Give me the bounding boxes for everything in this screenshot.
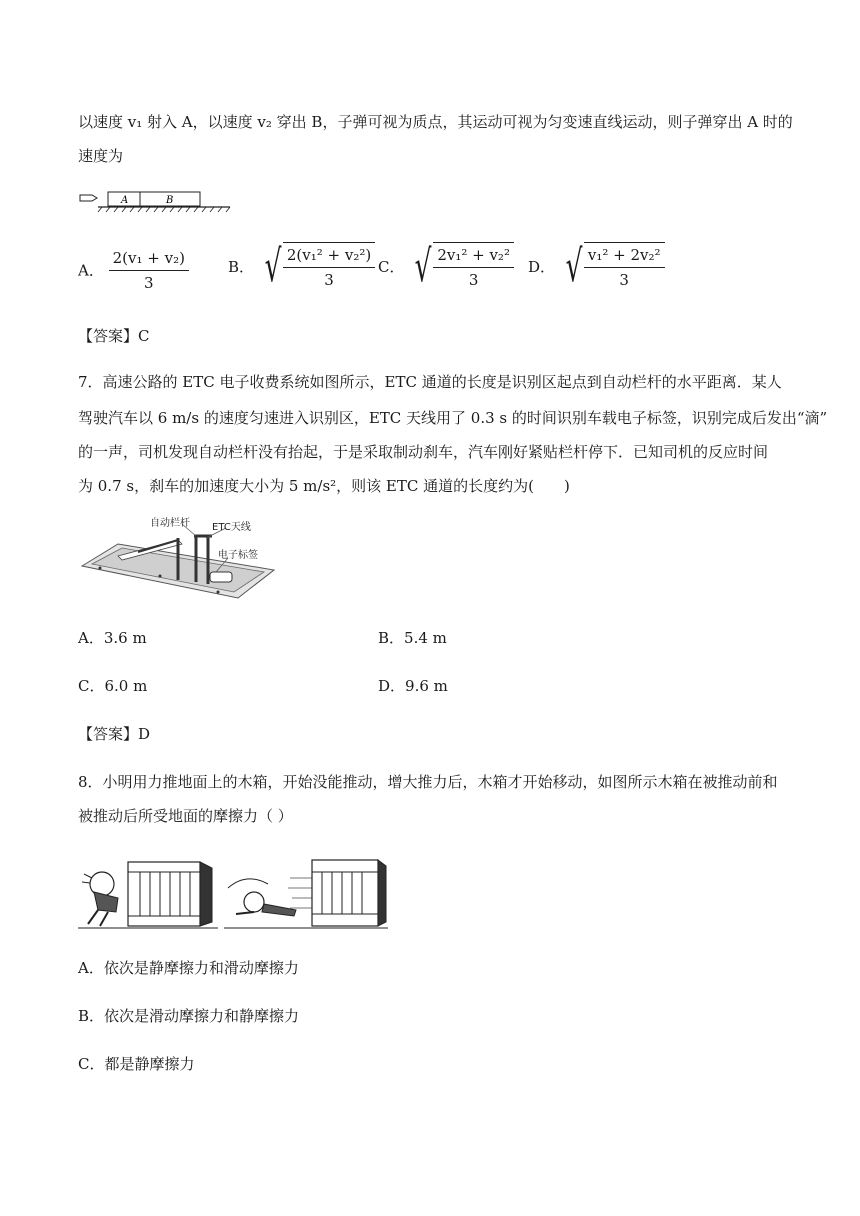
q8-option-b: B．依次是滑动摩擦力和静摩擦力	[78, 1007, 300, 1025]
q6-text-line1: 以速度 v₁ 射入 A，以速度 v₂ 穿出 B，子弹可视为质点，其运动可视为匀变速直线运动，则子弹穿出 A 时的	[78, 113, 793, 131]
q7-answer: 【答案】D	[78, 725, 151, 743]
bullet-blocks-figure	[78, 190, 238, 216]
q6-option-a-denominator: 3	[144, 274, 154, 292]
q8-text-line2: 被推动后所受地面的摩擦力（ ）	[78, 807, 293, 825]
q7-text-line1: 7．高速公路的 ETC 电子收费系统如图所示，ETC 通道的长度是识别区起点到自动栏杆的水平距离．某人	[78, 373, 782, 391]
fig-label-b: B	[166, 195, 174, 206]
q6-option-b-denominator: 3	[324, 271, 334, 289]
sqrt-symbol: √	[565, 241, 583, 292]
q6-option-b-numerator: 2(v₁² + v₂²)	[283, 245, 375, 268]
fig-label-a: A	[121, 195, 129, 206]
q6-option-b: B． √ $\frac{\text{2(v₁² + v₂²)}}{3}$	[228, 242, 375, 292]
fig-label-antenna: ETC天线	[212, 522, 251, 533]
q6-option-c-denominator: 3	[468, 271, 479, 289]
etc-lane-figure	[78, 512, 278, 602]
q6-option-a: A． $\frac{\text{2(v₁ + v₂)}}{3}$	[78, 248, 189, 293]
q6-answer: 【答案】C	[78, 327, 150, 345]
fig-label-tag: 电子标签	[218, 550, 258, 561]
fig-label-gate: 自动栏杆	[150, 518, 190, 529]
q6-option-a-numerator: 2(v₁ + v₂)	[109, 248, 189, 271]
sqrt-symbol: √	[414, 241, 432, 292]
q8-option-c: C．都是静摩擦力	[78, 1055, 195, 1073]
q6-option-c: C． √ $\frac{\text{2v₁² + v₂²}}{3}$	[378, 242, 514, 292]
q7-text-line4: 为 0.7 s，刹车的加速度大小为 5 m/s²，则该 ETC 通道的长度约为( )	[78, 477, 570, 495]
pushing-box-figure	[78, 850, 388, 932]
q6-option-d-denominator: 3	[619, 271, 629, 289]
q7-option-c: C．6.0 m	[78, 677, 148, 695]
q8-option-a: A．依次是静摩擦力和滑动摩擦力	[78, 959, 299, 977]
q7-option-b: B．5.4 m	[378, 629, 447, 647]
q7-text-line2: 驾驶汽车以 6 m/s 的速度匀速进入识别区，ETC 天线用了 0.3 s 的时间识别车载电子标签，识别完成后发出“滴”	[78, 409, 828, 427]
q6-option-c-numerator: 2v₁² + v₂²	[433, 245, 514, 268]
q6-option-d: D． √ $\frac{\text{v₁² + 2v₂²}}{3}$	[528, 242, 665, 292]
q7-option-a: A．3.6 m	[78, 629, 147, 647]
q6-text-line2: 速度为	[78, 147, 124, 165]
q7-text-line3: 的一声，司机发现自动栏杆没有抬起，于是采取制动刹车，汽车刚好紧贴栏杆停下．已知司机的反应时间	[78, 443, 769, 461]
q7-option-d: D．9.6 m	[378, 677, 448, 695]
q6-option-d-numerator: v₁² + 2v₂²	[584, 245, 665, 268]
q8-text-line1: 8．小明用力推地面上的木箱，开始没能推动，增大推力后，木箱才开始移动，如图所示木箱在被推动前和	[78, 773, 778, 791]
sqrt-symbol: √	[264, 241, 282, 292]
